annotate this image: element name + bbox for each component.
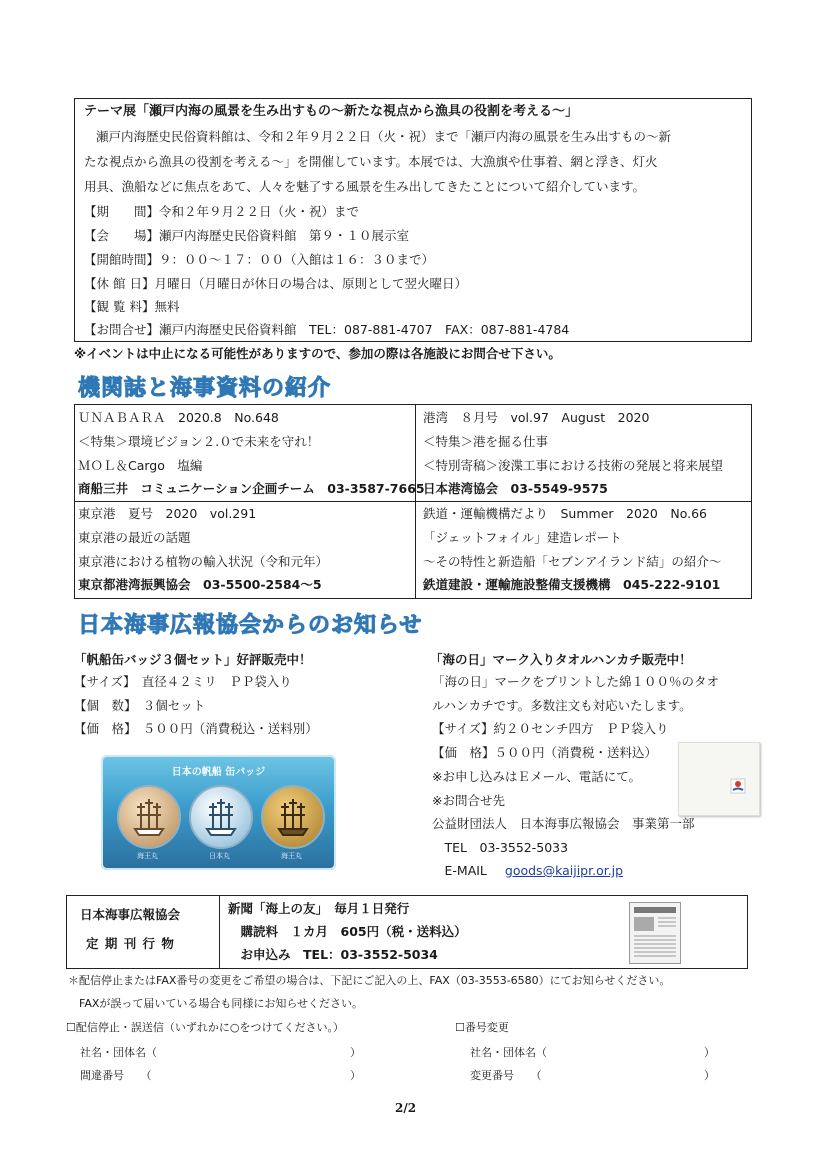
publication-feature: ＭＯＬ＆Cargo 塩編 [78, 458, 203, 473]
publication-publisher: 日本港湾協会 03-5549-9575 [423, 481, 608, 496]
fax-note: FAXが誤って届いている場合も同様にお知らせください。 [68, 997, 364, 1010]
publication-title: 東京港 夏号 2020 vol.291 [78, 506, 257, 521]
event-notice: ※イベントは中止になる可能性がありますので、参加の際は各施設にお問合せ下さい。 [74, 346, 561, 361]
badge-image-banner: 日本の帆船 缶バッジ [171, 767, 266, 778]
coin-label: 日本丸 [209, 852, 230, 860]
exhibition-period: 【期 間】令和２年９月２２日（火・祝）まで [84, 204, 360, 219]
form-bracket-close: ） [350, 1069, 361, 1082]
fax-note: ＊配信停止またはFAX番号の変更をご希望の場合は、下記にご記入の上、FAX（03-3553-6580）にてお知らせください。 [68, 974, 671, 987]
exhibition-body-line: 用具、漁船などに焦点をあて、人々を魅了する風景を生み出してきたことについて紹介しています。 [84, 179, 646, 194]
badge-size: 【サイズ】 直径４２ミリ ＰＰ袋入り [74, 674, 292, 689]
exhibition-venue: 【会 場】瀬戸内海歴史民俗資料館 第９・１０展示室 [84, 228, 410, 243]
coin-sailship-icon [189, 785, 253, 849]
towel-title: 「海の日」マーク入りタオルハンカチ販売中！ [430, 652, 692, 667]
exhibition-body-line: 瀬戸内海歴史民俗資料館は、令和２年９月２２日（火・祝）まで「瀬戸内海の風景を生み出すもの〜新 [96, 129, 672, 144]
exhibition-hours: 【開館時間】９：００〜１７：００（入館は１６：３０まで） [84, 252, 435, 267]
notices-heading: 日本海事広報協会からのお知らせ [78, 613, 423, 638]
company-name-field[interactable] [168, 1044, 346, 1060]
exhibition-body-line: たな視点から漁具の役割を考える〜」を開催しています。本展では、大漁旗や仕事着、網と浮き、灯火 [84, 154, 658, 169]
grid-divider [75, 501, 751, 502]
badge-set-image [101, 755, 336, 870]
newspaper-title: 新聞「海上の友」 毎月１日発行 [228, 901, 410, 916]
publication-feature: 東京港における植物の輸入状況（令和元年） [78, 554, 329, 569]
towel-contact-email-row [432, 863, 623, 878]
towel-image [678, 742, 760, 816]
exhibition-closed-days: 【休 館 日】月曜日（月曜日が休日の場合は、原則として翌火曜日） [84, 276, 467, 291]
publication-publisher: 東京都港湾振興協会 03-5500-2584〜5 [78, 577, 322, 592]
form-bracket-close: ） [704, 1046, 715, 1059]
publication-feature: 「ジェットフォイル」建造レポート [423, 530, 622, 545]
publications-heading: 機関誌と海事資料の紹介 [78, 376, 332, 401]
email-label: E-MAIL [432, 863, 487, 878]
badge-price: 【価 格】 ５００円（消費税込・送料別） [74, 721, 318, 736]
towel-price: 【価 格】５００円（消費税・送料込） [432, 745, 658, 760]
newspaper-order: お申込み TEL：03-3552-5034 [228, 947, 438, 962]
badge-title: 「帆船缶バッジ３個セット」好評販売中！ [74, 652, 312, 667]
publication-feature: 東京港の最近の話題 [78, 530, 191, 545]
form-bracket-close: ） [704, 1069, 715, 1082]
towel-order-note: ※お申し込みはＥメール、電話にて。 [432, 769, 641, 784]
coin-sailship-icon [261, 785, 325, 849]
form-new-number-label: 変更番号 （ [470, 1069, 542, 1082]
badge-count: 【個 数】 ３個セット [74, 698, 206, 713]
coin-sailship-icon [117, 785, 181, 849]
publication-feature: ＜特集＞港を掘る仕事 [423, 434, 549, 449]
publication-title: 鉄道・運輸機構だより Summer 2020 No.66 [423, 506, 708, 521]
publication-feature: ＜特集＞環境ビジョン２.０で未来を守れ！ [78, 434, 320, 449]
towel-contact-org: 公益財団法人 日本海事広報協会 事業第一部 [432, 816, 695, 831]
form-company-label: 社名・団体名（ [80, 1046, 157, 1059]
form-wrong-number-label: 間違番号 （ [80, 1069, 152, 1082]
form-bracket-close: ） [350, 1046, 361, 1059]
towel-description: 「海の日」マークをプリントした綿１００％のタオ [432, 674, 720, 689]
publication-publisher: 商船三井 コミュニケーション企画チーム 03-3587-7665 [78, 481, 425, 496]
periodical-divider [219, 896, 220, 968]
exhibition-title: テーマ展「瀬戸内海の風景を生み出すもの〜新たな視点から漁具の役割を考える〜」 [84, 104, 579, 119]
form-unsubscribe-title[interactable]: ☐配信停止・誤送信（いずれかに○をつけてください。） [66, 1021, 344, 1034]
company-name-field[interactable] [556, 1044, 700, 1060]
newspaper-thumbnail [629, 902, 681, 964]
form-company-label: 社名・団体名（ [470, 1046, 547, 1059]
publication-feature: ＜特別寄稿＞浚渫工事における技術の発展と将来展望 [423, 458, 724, 473]
page-number: 2/2 [395, 1101, 417, 1115]
publication-feature: 〜その特性と新造船「セブンアイランド結」の紹介〜 [423, 554, 722, 569]
periodical-label: 定 期 刊 行 物 [86, 936, 175, 951]
publication-title: 港湾 ８月号 vol.97 August 2020 [423, 410, 650, 425]
wrong-number-field[interactable] [168, 1067, 346, 1083]
periodical-org: 日本海事広報協会 [80, 907, 181, 922]
towel-description: ルハンカチです。多数注文も対応いたします。 [432, 698, 692, 713]
coin-label: 海王丸 [137, 852, 158, 860]
email-link[interactable]: goods@kaijipr.or.jp [504, 863, 624, 878]
umi-no-hi-mark-icon [679, 743, 759, 815]
towel-size: 【サイズ】約２０センチ四方 ＰＰ袋入り [432, 721, 669, 736]
exhibition-fee: 【観 覧 料】無料 [84, 299, 180, 314]
publication-publisher: 鉄道建設・運輸施設整備支援機構 045-222-9101 [423, 577, 721, 592]
towel-contact-label: ※お問合せ先 [432, 793, 505, 808]
new-number-field[interactable] [556, 1067, 700, 1083]
publication-title: ＵＮＡＢＡＲＡ 2020.8 No.648 [78, 410, 279, 425]
exhibition-contact: 【お問合せ】瀬戸内海歴史民俗資料館 TEL：087-881-4707 FAX：087-881-4784 [84, 322, 570, 337]
towel-contact-tel: TEL 03-3552-5033 [432, 840, 569, 855]
form-number-change-title[interactable]: ☐番号変更 [455, 1021, 509, 1034]
newspaper-price: 購読料 １カ月 605円（税・送料込） [228, 924, 467, 939]
coin-label: 海王丸 [281, 852, 302, 860]
